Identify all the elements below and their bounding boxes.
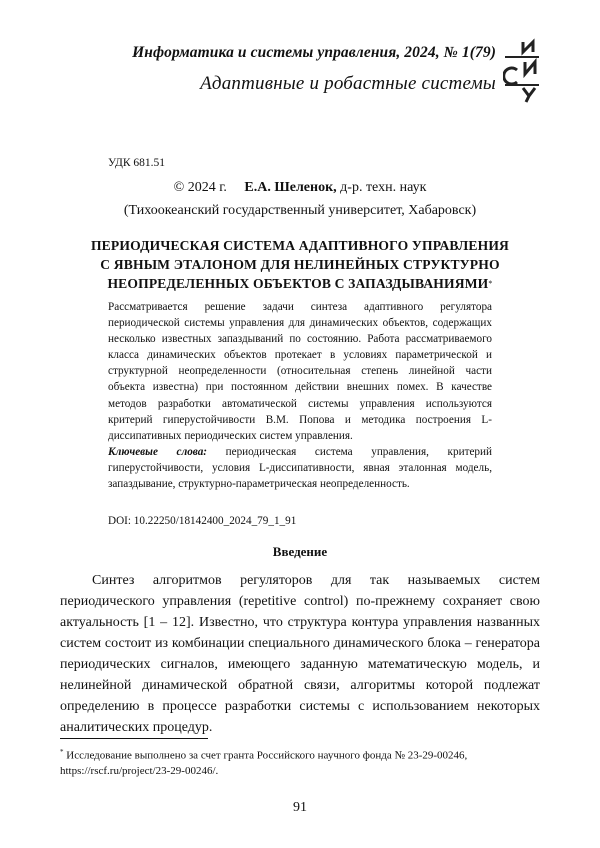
udc-code: УДК 681.51 <box>108 157 165 169</box>
page-number: 91 <box>293 800 307 815</box>
footnote-text: Исследование выполнено за счет гранта Российского научного фонда № 23-29-00246, https://rscf.ru/project/23-29-00246/. <box>60 749 468 778</box>
abstract-text: Рассматривается решение задачи синтеза адаптивного регулятора периодической системы управления для динамических объектов, содержащих несколько известных запаздываний по состоянию. Работа рассматриваемого класса динамических объектов протекает в условиях параметрической и структурной неопределенности (относительная степень линейной части объекта известна) при постоянном действии внешних помех. В качестве методов разработки автоматической системы управления используются критерий гиперустойчивости В.М. Попова и методика построения L-диссипативных периодических систем управления. <box>108 301 492 442</box>
title-line: НЕОПРЕДЕЛЕННЫХ ОБЪЕКТОВ С ЗАПАЗДЫВАНИЯМИ* <box>107 276 493 291</box>
author-affiliation: (Тихоокеанский государственный университет, Хабаровск) <box>123 203 477 218</box>
copyright-year: © 2024 г. <box>173 180 227 195</box>
article-title <box>60 236 540 293</box>
footnote <box>60 745 540 780</box>
journal-header: Информатика и системы управления, 2024, № 1(79) <box>132 44 496 61</box>
author-name: Е.А. Шеленок, <box>244 180 337 195</box>
intro-paragraph: Синтез алгоритмов регуляторов для так называемых систем периодического управления (repetitive control) по-прежнему сохраняет свою актуальность [1 – 12]. Известно, что структура контура управления названных систем состоит из комбинации специального динамического блока – генератора периодических сигналов, имеющего заданную математическую модель, и нелинейной динамической обратной связи, алгоритмы которой подлежат определению в процессе разработки системы с использованием некоторых аналитических процедур. <box>60 573 540 735</box>
keywords-label: Ключевые слова: <box>108 445 208 458</box>
abstract <box>108 299 492 492</box>
title-footnote-mark: * <box>488 279 493 288</box>
footnote-divider <box>60 738 208 739</box>
title-line: С ЯВНЫМ ЭТАЛОНОМ ДЛЯ НЕЛИНЕЙНЫХ СТРУКТУРНО <box>100 257 500 272</box>
journal-logo-icon <box>503 38 541 104</box>
title-line: ПЕРИОДИЧЕСКАЯ СИСТЕМА АДАПТИВНОГО УПРАВЛЕНИЯ <box>90 238 510 253</box>
author-degree: д-р. техн. наук <box>340 180 427 195</box>
doi[interactable]: DOI: 10.22250/18142400_2024_79_1_91 <box>108 515 297 527</box>
section-heading: Введение <box>272 544 328 559</box>
keywords <box>108 444 492 492</box>
author-line <box>0 180 600 196</box>
keywords-text: периодическая система управления, критерий гиперустойчивости, условия L-диссипативности, явная эталонная модель, запаздывание, структурно-параметрическая неопределенность. <box>108 445 492 491</box>
section-header: Адаптивные и робастные системы <box>200 73 496 94</box>
footnote-mark: * <box>60 748 64 756</box>
